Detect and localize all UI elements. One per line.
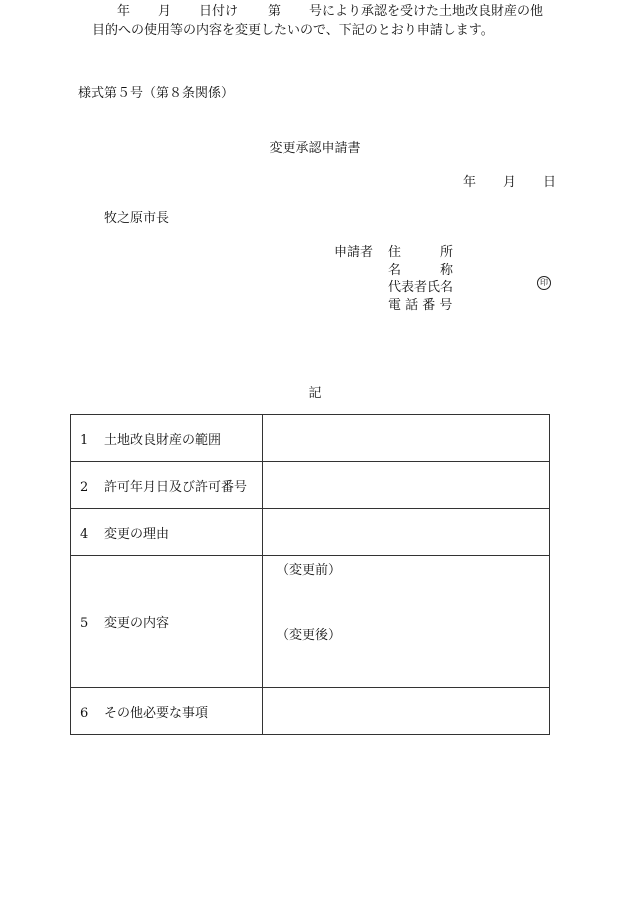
item-value-cell[interactable] <box>263 688 550 735</box>
table-row <box>71 509 550 556</box>
body-month: 月 <box>158 4 172 19</box>
item-label: 変更の内容 <box>104 616 170 631</box>
applicant-address-label: 住 所 <box>388 245 454 260</box>
form-number: 様式第５号（第８条関係） <box>78 86 235 101</box>
item-label: 土地改良財産の範囲 <box>104 432 222 448</box>
item-number: 4 <box>80 526 89 542</box>
before-change-label: （変更前） <box>276 563 342 578</box>
body-line2: 目的への使用等の内容を変更したいので、下記のとおり申請します。 <box>92 23 494 38</box>
ki-heading: 記 <box>308 386 322 401</box>
item-label-cell <box>71 415 263 462</box>
item-label-cell <box>71 688 263 735</box>
item-number: 2 <box>80 479 89 495</box>
item-value-cell[interactable] <box>263 509 550 556</box>
seal-mark: 印 <box>537 276 551 290</box>
body-number-prefix: 第 <box>268 4 282 19</box>
body-year: 年 <box>117 4 131 19</box>
item-value-cell[interactable] <box>263 462 550 509</box>
item-number: 1 <box>80 432 89 448</box>
body-line1-rest: 号により承認を受けた土地改良財産の他 <box>309 4 544 19</box>
table-row <box>71 415 550 462</box>
item-label: その他必要な事項 <box>104 705 209 721</box>
applicant-name-label: 名 称 <box>388 263 454 278</box>
date-month-label: 月 <box>503 175 517 190</box>
table-row <box>71 556 550 688</box>
table-row <box>71 688 550 735</box>
addressee: 牧之原市長 <box>104 211 170 226</box>
applicant-label: 申請者 <box>334 245 374 260</box>
item-value-cell[interactable] <box>263 415 550 462</box>
document-title: 変更承認申請書 <box>269 141 361 156</box>
item-label-cell <box>71 509 263 556</box>
item-label-cell <box>71 462 263 509</box>
body-dated: 日付け <box>199 4 239 19</box>
item-number: 5 <box>80 616 89 631</box>
after-change-label: （変更後） <box>276 628 342 643</box>
item-label: 変更の理由 <box>104 526 170 542</box>
applicant-representative-label: 代表者氏名 <box>388 280 454 295</box>
table-row <box>71 462 550 509</box>
item-number: 6 <box>80 705 89 721</box>
application-items-table <box>70 414 550 735</box>
item-label-cell <box>71 556 263 688</box>
applicant-phone-label: 電 話 番 号 <box>388 298 453 313</box>
date-day-label: 日 <box>543 175 557 190</box>
change-content-cell[interactable] <box>263 556 550 688</box>
date-year-label: 年 <box>463 175 477 190</box>
item-label: 許可年月日及び許可番号 <box>104 479 248 495</box>
